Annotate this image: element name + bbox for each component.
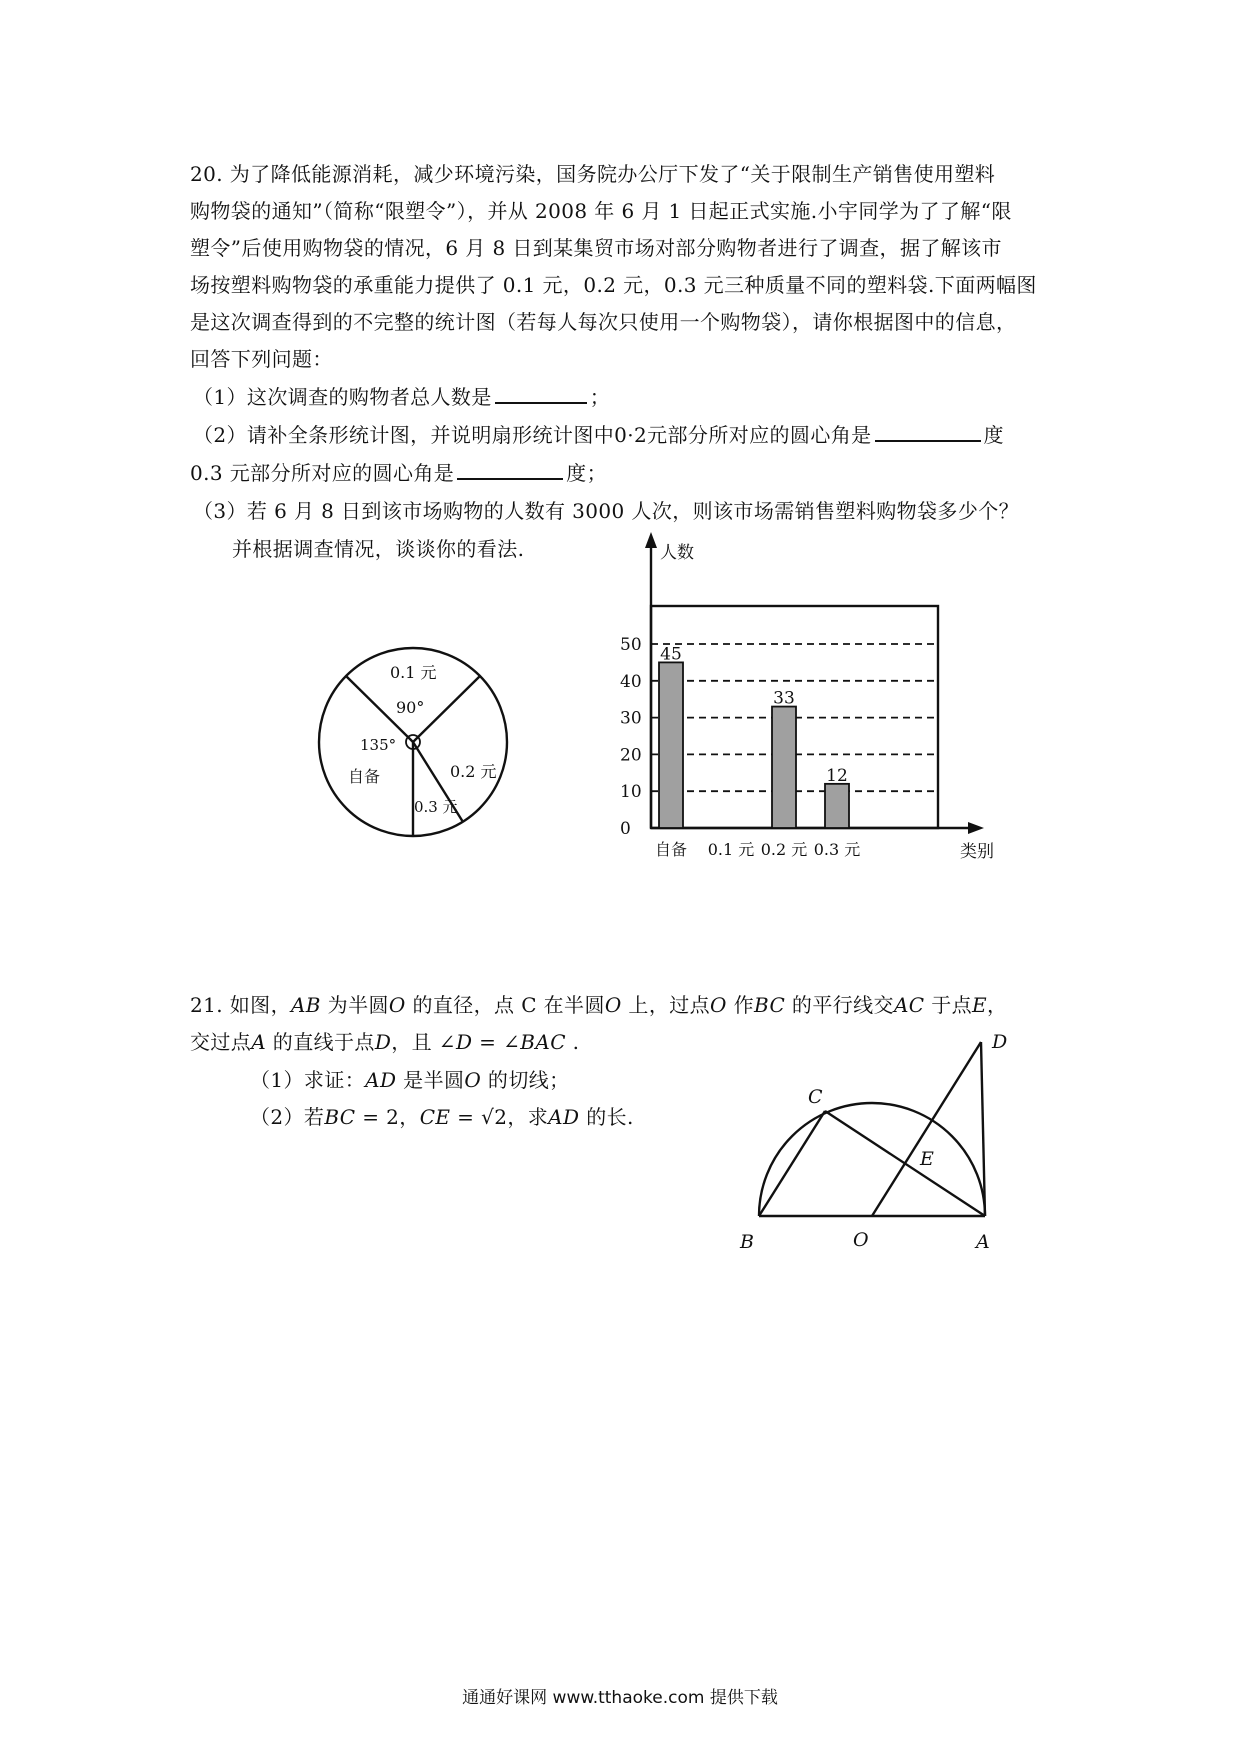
segment-od: [872, 1042, 981, 1216]
q21-l2-text: .: [565, 1030, 580, 1054]
point-label-e: E: [920, 1148, 934, 1170]
answer-blank-total[interactable]: [495, 382, 587, 404]
q20-part2a-tail: 度: [983, 423, 1004, 447]
q21-s2-math: AD: [548, 1105, 580, 1129]
answer-blank-angle-03[interactable]: [457, 458, 563, 480]
pie-label-02: 0.2 元: [450, 762, 497, 781]
semicircle-arc: [759, 1103, 985, 1216]
q21-l2-text: = ∠: [472, 1030, 521, 1054]
q21-l2-math: D: [455, 1030, 473, 1054]
q20-part3-line1: （3）若 6 月 8 日到该市场购物的人数有 3000 人次，则该市场需销售塑料购物袋多少个？: [193, 499, 1020, 523]
q21-l1-text: 的直径，点 C 在半圆: [405, 993, 605, 1017]
point-label-c: C: [808, 1086, 823, 1108]
q21-l1-text: 为半圆: [320, 993, 389, 1017]
q20-part3-line2: 并根据调查情况，谈谈你的看法.: [232, 537, 525, 561]
pie-chart: [310, 640, 530, 860]
x-category-label: 0.2 元: [760, 840, 808, 859]
q21-l1-text: 上，过点: [621, 993, 711, 1017]
bar: [772, 707, 796, 828]
q21-s1-text: （1）求证：: [250, 1068, 366, 1092]
q21-s2-text: = 2，: [355, 1105, 420, 1129]
pie-label-90: 90°: [396, 698, 425, 717]
pie-label-01: 0.1 元: [390, 663, 437, 682]
bar-value-label: 45: [660, 644, 682, 665]
bar-value-label: 12: [826, 765, 848, 786]
x-axis-arrow: [968, 822, 984, 834]
q21-l2-math: D: [374, 1030, 392, 1054]
q21-l1-math: E: [972, 993, 988, 1017]
q20-part2b-text: 0.3 元部分所对应的圆心角是: [190, 461, 455, 485]
q20-part2a: [193, 420, 1004, 449]
x-axis-title: 类别: [960, 842, 994, 862]
q21-l2-text: 的直线于点: [266, 1030, 375, 1054]
q21-s1-text: 的切线；: [481, 1068, 570, 1092]
q20-part1: [193, 382, 610, 411]
q21-l2-text: 交过点: [190, 1030, 252, 1054]
q21-l1-text: 的平行线交: [785, 993, 894, 1017]
segment-bc: [759, 1111, 825, 1216]
q21-l1-math: O: [388, 993, 406, 1017]
q20-line-1: 20. 为了降低能源消耗，减少环境污染，国务院办公厅下发了“关于限制生产销售使用塑料: [190, 162, 996, 186]
y-tick-label: 0: [620, 819, 631, 839]
q21-l2-text: ，且 ∠: [391, 1030, 456, 1054]
geometry-figure: [730, 1030, 1030, 1260]
point-label-b: B: [740, 1231, 754, 1253]
q21-s2-text: （2）若: [250, 1105, 325, 1129]
point-label-o: O: [853, 1229, 869, 1251]
answer-blank-angle-02[interactable]: [875, 420, 981, 442]
x-category-label: 0.1 元: [707, 840, 755, 859]
q20-line-5: 是这次调查得到的不完整的统计图（若每人每次只使用一个购物袋），请你根据图中的信息，: [190, 310, 1017, 334]
q21-l1-text: 作: [726, 993, 754, 1017]
q21-l1-math: AC: [893, 993, 925, 1017]
q21-line-1: [190, 991, 1007, 1019]
q20-line-6: 回答下列问题：: [190, 347, 333, 371]
q21-s1-math: O: [464, 1068, 482, 1092]
q20-line-2: 购物袋的通知”（简称“限塑令”），并从 2008 年 6 月 1 日起正式实施.小宇同学为了了解“限: [190, 199, 1012, 223]
y-tick-label: 10: [620, 782, 642, 803]
q20-part2b: [190, 458, 607, 487]
q20-line-3: 塑令”后使用购物袋的情况，6 月 8 日到某集贸市场对部分购物者进行了调查，据了解该市: [190, 236, 1002, 260]
pie-label-03: 0.3 元: [414, 798, 458, 816]
q20-part2b-tail: 度；: [566, 461, 607, 485]
pie-label-self: 自备: [348, 767, 381, 786]
q21-s2-text: = √2，求: [450, 1105, 549, 1129]
q20-part2a-text: （2）请补全条形统计图，并说明扇形统计图中0·2元部分所对应的圆心角是: [193, 423, 872, 447]
q21-l1-math: O: [604, 993, 622, 1017]
q21-l1-math: O: [710, 993, 727, 1017]
point-label-d: D: [992, 1031, 1008, 1053]
q21-l1-math: AB: [290, 993, 321, 1017]
q20-part1-text: （1）这次调查的购物者总人数是: [193, 385, 492, 409]
q21-s2-text: 的长.: [579, 1105, 634, 1129]
x-category-label: 自备: [654, 840, 688, 859]
bar: [825, 784, 849, 828]
q21-l1-text: 21. 如图，: [190, 993, 291, 1017]
bar-chart: [600, 530, 1020, 860]
y-tick-label: 20: [620, 745, 642, 766]
bar: [659, 662, 683, 828]
q21-s2-math: BC: [324, 1105, 356, 1129]
q21-l1-math: BC: [754, 993, 786, 1017]
q20-part1-tail: ；: [589, 385, 611, 409]
q21-s2-math: CE: [419, 1105, 451, 1129]
q21-l1-text: ，: [987, 993, 1008, 1017]
q21-l1-text: 于点: [924, 993, 973, 1017]
pie-label-135: 135°: [360, 736, 397, 754]
bar-value-label: 33: [773, 688, 795, 709]
q21-line-2: [190, 1028, 579, 1056]
q21-part2: [250, 1103, 634, 1131]
q20-line-4: 场按塑料购物袋的承重能力提供了 0.1 元，0.2 元，0.3 元三种质量不同的塑料袋.下面两幅图: [190, 273, 1037, 297]
q21-s1-math: AD: [365, 1068, 397, 1092]
y-axis-arrow: [645, 532, 657, 548]
x-category-label: 0.3 元: [813, 840, 861, 859]
q21-l2-math: A: [251, 1030, 267, 1054]
page-footer: 通通好课网 www.tthaoke.com 提供下载: [462, 1688, 778, 1708]
y-tick-label: 50: [620, 635, 642, 655]
y-tick-label: 30: [620, 708, 642, 729]
point-label-a: A: [976, 1231, 990, 1253]
q21-s1-text: 是半圆: [396, 1068, 465, 1092]
y-axis-title: 人数: [660, 543, 694, 563]
q21-part1: [250, 1066, 570, 1094]
y-tick-label: 40: [620, 671, 642, 692]
q21-l2-math: BAC: [520, 1030, 566, 1054]
